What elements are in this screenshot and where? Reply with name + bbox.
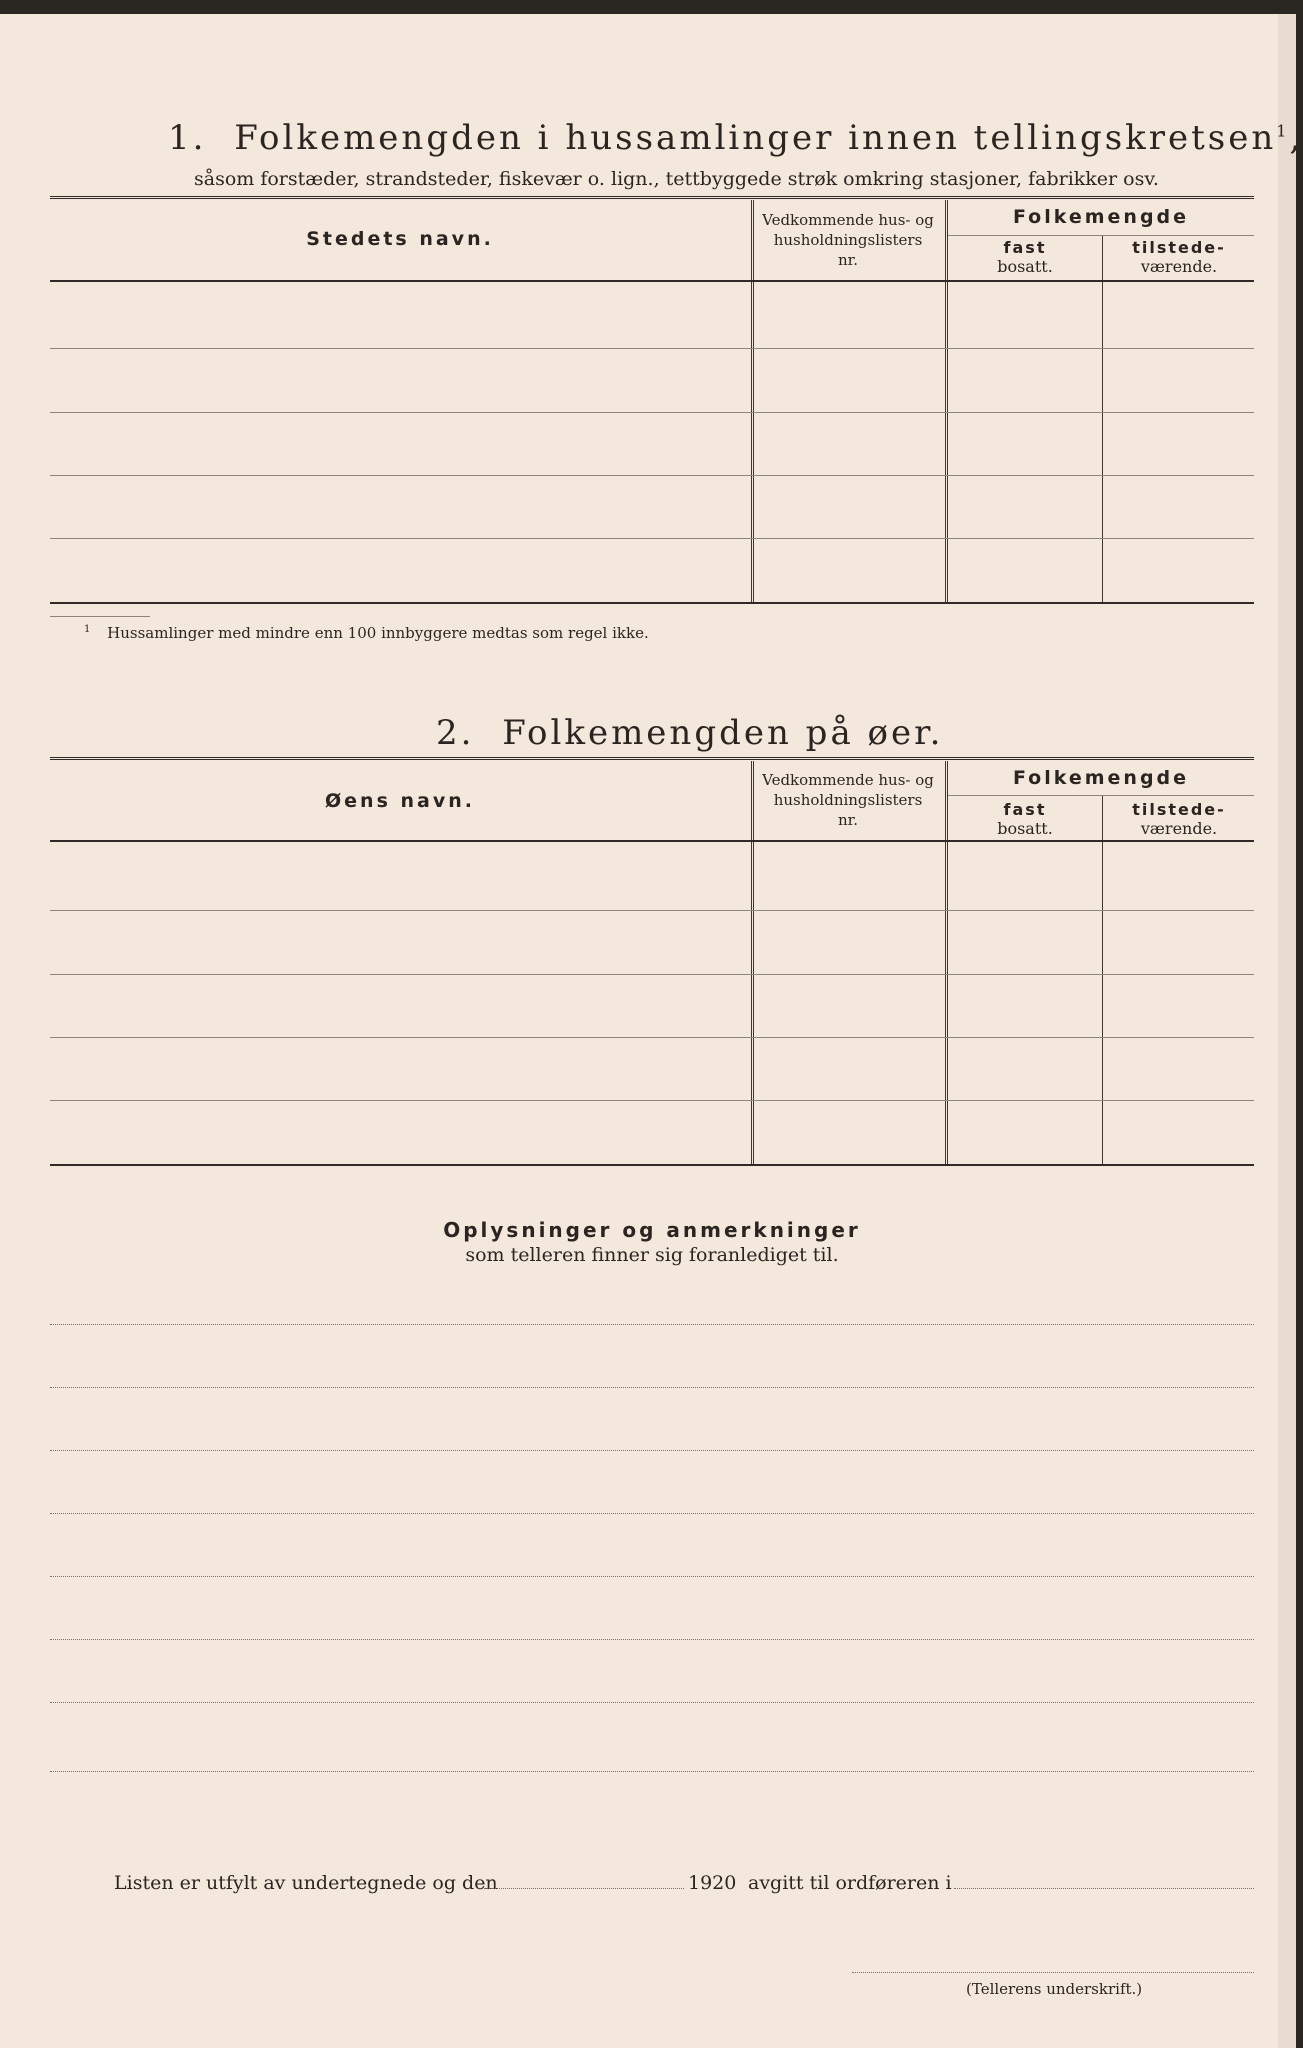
section2-col-fast	[948, 800, 1102, 838]
section1-col-list-line2: husholdningslisters	[773, 231, 923, 249]
section1-number: 1.	[168, 118, 207, 158]
remarks-line[interactable]	[50, 1450, 1254, 1451]
section2-number: 2.	[436, 713, 475, 753]
section1-header-rule	[50, 280, 1254, 282]
section1-col-list	[752, 210, 944, 270]
remarks-line[interactable]	[50, 1771, 1254, 1772]
page-edge	[1278, 14, 1296, 2048]
section1-row-line	[50, 348, 1254, 349]
section2-top-rule	[50, 757, 1254, 760]
section1-col-folk: Folkemengde	[1012, 206, 1190, 228]
section1-title: Folkemengden i hussamlinger innen tellingskretsen	[234, 118, 1277, 158]
section2-col-tilstede	[1104, 800, 1254, 838]
section1-col-list-line1: Vedkommende hus- og	[762, 211, 934, 229]
signature-text-b: avgitt til ordføreren i	[748, 1872, 952, 1894]
section2-row-line	[50, 974, 1254, 975]
signature-text-a: Listen er utfylt av undertegnede og den	[114, 1872, 498, 1894]
section1-row-line	[50, 538, 1254, 539]
form-sheet	[0, 14, 1279, 2048]
section2-row-line	[50, 1100, 1254, 1101]
section2-col-list-line1: Vedkommende hus- og	[762, 771, 934, 789]
section2-col-list-line2: husholdningslisters	[773, 791, 923, 809]
section1-col-fast-sub: bosatt.	[997, 257, 1053, 276]
section2-header-rule	[50, 840, 1254, 842]
section2-folk-rule	[948, 795, 1254, 796]
section1-col-tilstede	[1104, 238, 1254, 276]
section2-row-line	[50, 1037, 1254, 1038]
signature-caption: (Tellerens underskrift.)	[966, 1980, 1143, 1998]
section1-subtitle: såsom forstæder, strandsteder, fiskevær o. lign., tettbyggede strøk omkring stasjoner, fabrikker osv.	[194, 168, 1159, 190]
signature-year: 1920	[688, 1872, 737, 1894]
remarks-line[interactable]	[50, 1513, 1254, 1514]
section1-col-divider-3	[1102, 236, 1103, 604]
section2-col-list-line3: nr.	[838, 811, 858, 829]
section2-col-list	[752, 770, 944, 830]
section2-heading	[436, 713, 943, 753]
signature-field[interactable]	[852, 1972, 1254, 1973]
remarks-title: Oplysninger og anmerkninger	[443, 1218, 861, 1242]
remarks-subtitle: som telleren finner sig foranlediget til.	[465, 1244, 839, 1266]
footnote-rule	[50, 616, 150, 617]
section2-col-folk: Folkemengde	[1012, 767, 1190, 789]
section1-col-name: Stedets navn.	[306, 228, 494, 250]
footnote-mark: 1	[84, 624, 91, 635]
date-field[interactable]	[484, 1888, 684, 1889]
section1-footnote-text: Hussamlinger med mindre enn 100 innbyggere medtas som regel ikke.	[107, 624, 649, 642]
section2-col-divider-3	[1102, 796, 1103, 1165]
section2-col-fast-sub: bosatt.	[997, 819, 1053, 838]
section1-row-line	[50, 475, 1254, 476]
remarks-line[interactable]	[50, 1576, 1254, 1577]
section1-folk-rule	[948, 235, 1254, 236]
section2-title: Folkemengden på øer.	[502, 713, 944, 753]
section1-col-tilstede-label: tilstede-	[1132, 238, 1226, 257]
remarks-line[interactable]	[50, 1324, 1254, 1325]
section1-col-tilstede-sub: værende.	[1140, 257, 1218, 276]
section2-col-tilstede-sub: værende.	[1140, 819, 1218, 838]
section1-col-list-line3: nr.	[838, 251, 858, 269]
remarks-line[interactable]	[50, 1702, 1254, 1703]
section1-col-fast	[948, 238, 1102, 276]
section2-row-line	[50, 910, 1254, 911]
municipality-field[interactable]	[954, 1888, 1254, 1889]
section1-bottom-rule	[50, 602, 1254, 604]
section1-col-fast-label: fast	[1003, 238, 1047, 257]
section2-bottom-rule	[50, 1164, 1254, 1166]
section2-col-tilstede-label: tilstede-	[1132, 800, 1226, 819]
section1-row-line	[50, 412, 1254, 413]
remarks-line[interactable]	[50, 1387, 1254, 1388]
section1-footnote-mark: 1	[1276, 121, 1290, 141]
section1-heading	[168, 118, 1303, 158]
section2-col-fast-label: fast	[1003, 800, 1047, 819]
section1-title-trailing: ,	[1289, 118, 1303, 158]
remarks-line[interactable]	[50, 1639, 1254, 1640]
section2-col-name: Øens navn.	[325, 790, 475, 812]
section1-top-rule	[50, 196, 1254, 199]
section1-footnote	[84, 624, 649, 642]
